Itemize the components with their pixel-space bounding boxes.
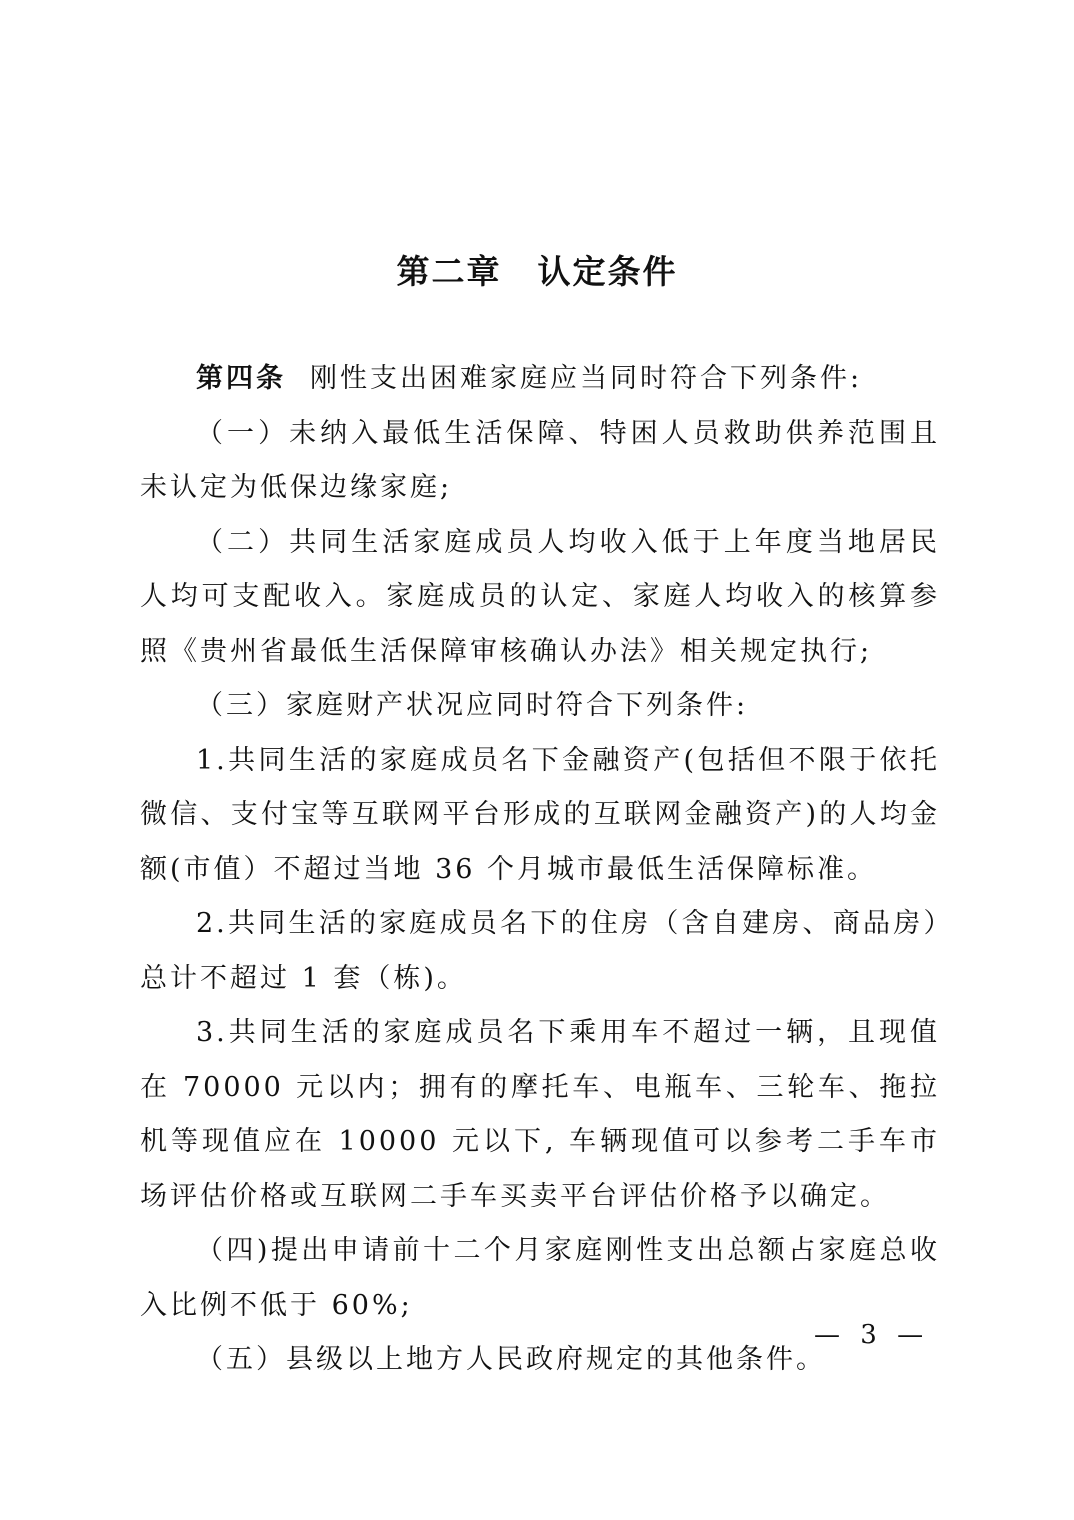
page-number: — 3 —	[814, 1320, 930, 1350]
article-heading-paragraph	[140, 352, 940, 407]
subclause-3-2: 2.共同生活的家庭成员名下的住房（含自建房、商品房）总计不超过 1 套（栋)。	[140, 908, 940, 994]
article-intro: 刚性支出困难家庭应当同时符合下列条件:	[310, 363, 863, 394]
chapter-number: 第二章	[396, 252, 502, 291]
chapter-name: 认定条件	[537, 252, 678, 291]
article-label: 第四条	[196, 363, 286, 394]
clause-1: （一）未纳入最低生活保障、特困人员救助供养范围且未认定为低保边缘家庭;	[140, 417, 940, 503]
article-body	[140, 352, 940, 1388]
clause-4: （四)提出申请前十二个月家庭刚性支出总额占家庭总收入比例不低于 60%;	[140, 1235, 940, 1321]
clause-5: （五）县级以上地方人民政府规定的其他条件。	[196, 1344, 826, 1375]
clause-3: （三）家庭财产状况应同时符合下列条件:	[196, 690, 749, 721]
chapter-title	[0, 246, 1074, 293]
clause-2: （二）共同生活家庭成员人均收入低于上年度当地居民人均可支配收入。家庭成员的认定、家庭人均收入的核算参照《贵州省最低生活保障审核确认办法》相关规定执行;	[140, 526, 940, 667]
subclause-3-1: 1.共同生活的家庭成员名下金融资产(包括但不限于依托微信、支付宝等互联网平台形成的互联网金融资产)的人均金额(市值）不超过当地 36 个月城市最低生活保障标准。	[140, 744, 940, 885]
subclause-3-3: 3.共同生活的家庭成员名下乘用车不超过一辆，且现值在 70000 元以内；拥有的摩托车、电瓶车、三轮车、拖拉机等现值应在 10000 元以下, 车辆现值可以参考二手车市场评估价格或互联网二手车买卖平台评估价格予以确定。	[140, 1017, 940, 1212]
